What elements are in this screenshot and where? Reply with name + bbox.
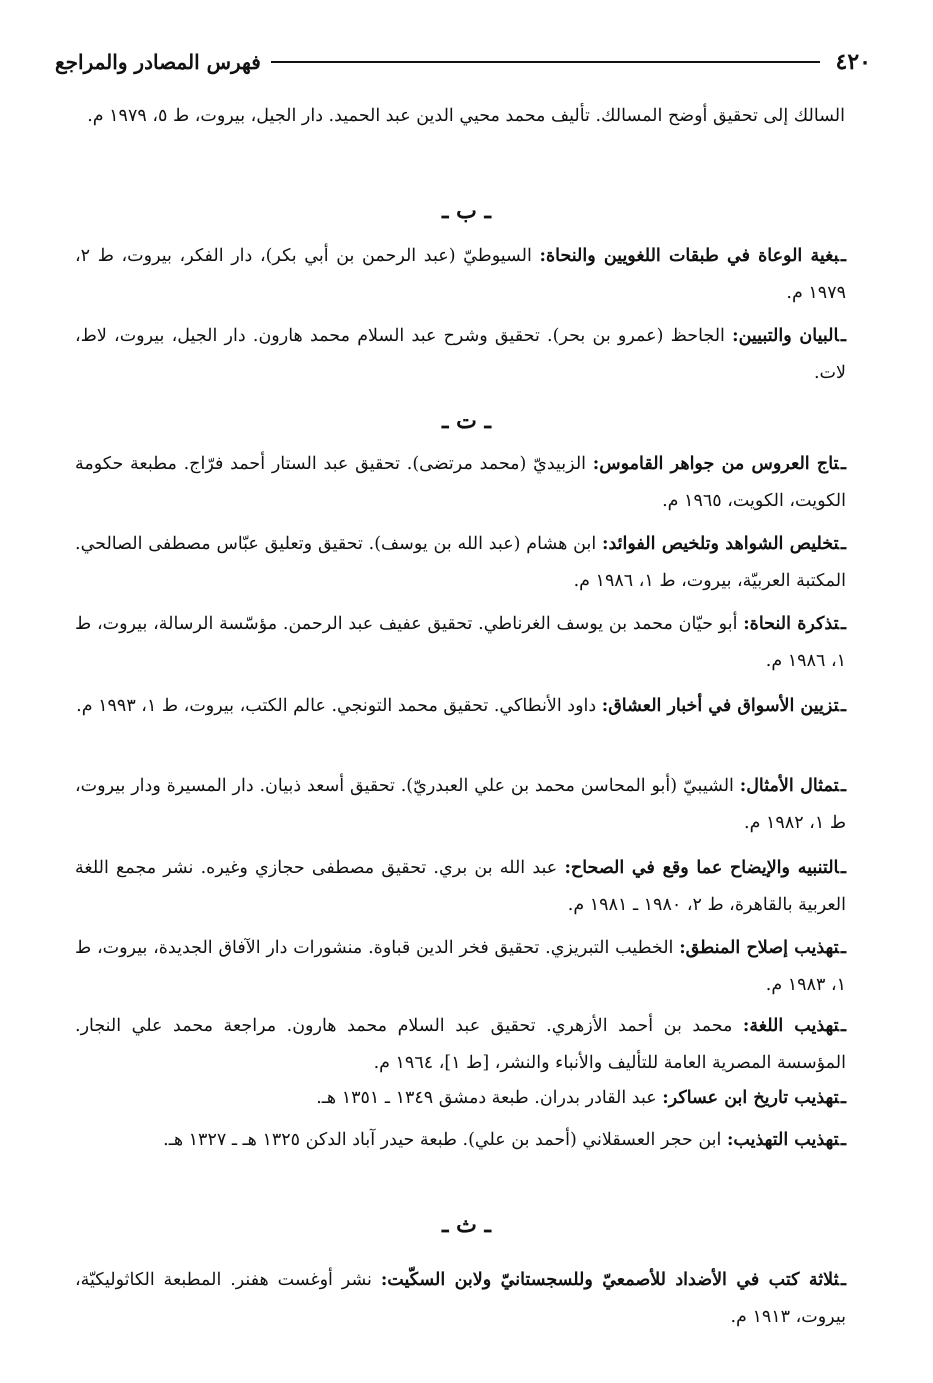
entry-title: تهذيب التهذيب: (726, 1130, 839, 1150)
entry-title: تمثال الأمثال: (739, 776, 839, 796)
bibliography-entry: ـبغية الوعاة في طبقات اللغويين والنحاة: السيوطيّ (عبد الرحمن بن أبي بكر)، دار الفكر، بيروت، ط ٢، ١٩٧٩ م. (75, 246, 846, 303)
entry-title: تهذيب إصلاح المنطق: (679, 938, 839, 958)
entry-text: عبد الله بن بري. تحقيق مصطفى حجازي وغيره. نشر مجمع اللغة العربية بالقاهرة، ط ٢، ١٩٨٠ ـ ١٩٨١ م. (75, 858, 846, 915)
running-title: فهرس المصادر والمراجع (55, 50, 261, 74)
bibliography-entry: ـتذكرة النحاة: أبو حيّان محمد بن يوسف الغرناطي. تحقيق عفيف عبد الرحمن. مؤسّسة الرسالة، بيروت، ط ١، ١٩٨٦ م. (75, 614, 846, 671)
section-heading-tha: ـ ث ـ (442, 1212, 491, 1238)
entry-text: السيوطيّ (عبد الرحمن بن أبي بكر)، دار الفكر، بيروت، ط ٢، ١٩٧٩ م. (75, 246, 846, 303)
bibliography-entry: ـتاج العروس من جواهر القاموس: الزبيديّ (محمد مرتضى). تحقيق عبد الستار أحمد فرّاج. مطبعة حكومة الكويت، الكويت، ١٩٦٥ م. (75, 454, 846, 511)
bibliography-entry: ـتهذيب اللغة: محمد بن أحمد الأزهري. تحقيق عبد السلام محمد هارون. مراجعة محمد علي النجار. المؤسسة المصرية العامة للتأليف والأنباء والنشر، [ط ١]، ١٩٦٤ م. (75, 1016, 847, 1073)
bibliography-entry: ـالتنبيه والإيضاح عما وقع في الصحاح: عبد الله بن بري. تحقيق مصطفى حجازي وغيره. نشر مجمع اللغة العربية بالقاهرة، ط ٢، ١٩٨٠ ـ ١٩٨١ م. (75, 858, 847, 915)
entry-title: تخليص الشواهد وتلخيص الفوائد: (602, 534, 839, 554)
bibliography-entry: ـتهذيب التهذيب: ابن حجر العسقلاني (أحمد بن علي). طبعة حيدر آباد الدكن ١٣٢٥ هـ ـ ١٣٢٧ هـ. (163, 1130, 846, 1150)
entry-title: التنبيه والإيضاح عما وقع في الصحاح: (564, 858, 839, 878)
entry-text: الخطيب التبريزي. تحقيق فخر الدين قباوة. منشورات دار الآفاق الجديدة، بيروت، ط ١، ١٩٨٣ م. (75, 938, 846, 995)
page-number: ٤٢٠ (835, 49, 871, 75)
bibliography-entry: ـتخليص الشواهد وتلخيص الفوائد: ابن هشام (عبد الله بن يوسف). تحقيق وتعليق عبّاس مصطفى الصالحي. المكتبة العربيّة، بيروت، ط ١، ١٩٨٦ م. (75, 534, 846, 591)
entry-title: البيان والتبيين: (732, 326, 839, 346)
entry-text: أبو حيّان محمد بن يوسف الغرناطي. تحقيق عفيف عبد الرحمن. مؤسّسة الرسالة، بيروت، ط ١، ١٩٨٦ م. (75, 614, 846, 671)
entry-title: تزيين الأسواق في أخبار العشاق: (601, 696, 839, 716)
entry-text: محمد بن أحمد الأزهري. تحقيق عبد السلام محمد هارون. مراجعة محمد علي النجار. المؤسسة المصرية العامة للتأليف والأنباء والنشر، [ط ١]، ١٩٦٤ م. (75, 1016, 846, 1073)
entry-title: تاج العروس من جواهر القاموس: (592, 454, 839, 474)
entry-text: ابن حجر العسقلاني (أحمد بن علي). طبعة حيدر آباد الدكن ١٣٢٥ هـ ـ ١٣٢٧ هـ. (163, 1130, 727, 1150)
entry-text: عبد القادر بدران. طبعة دمشق ١٣٤٩ ـ ١٣٥١ هـ. (316, 1088, 663, 1108)
entry-title: تهذيب اللغة: (742, 1016, 839, 1036)
bibliography-entry: ـتهذيب إصلاح المنطق: الخطيب التبريزي. تحقيق فخر الدين قباوة. منشورات دار الآفاق الجديدة، بيروت، ط ١، ١٩٨٣ م. (75, 938, 846, 995)
entry-text: داود الأنطاكي. تحقيق محمد التونجي. عالم الكتب، بيروت، ط ١، ١٩٩٣ م. (76, 696, 602, 716)
bibliography-entry: ـتهذيب تاريخ ابن عساكر: عبد القادر بدران. طبعة دمشق ١٣٤٩ ـ ١٣٥١ هـ. (316, 1088, 846, 1108)
continuation-entry (75, 98, 845, 135)
bibliography-entry: ـالبيان والتبيين: الجاحظ (عمرو بن بحر). تحقيق وشرح عبد السلام محمد هارون. دار الجيل، بيروت، لاط، لات. (75, 326, 846, 383)
header-rule (271, 61, 820, 63)
entry-text: الزبيديّ (محمد مرتضى). تحقيق عبد الستار أحمد فرّاج. مطبعة حكومة الكويت، الكويت، ١٩٦٥ م. (75, 454, 846, 511)
entry-text: الشيبيّ (أبو المحاسن محمد بن علي العبدريّ). تحقيق أسعد ذبيان. دار المسيرة ودار بيروت، ط ١، ١٩٨٢ م. (75, 776, 846, 833)
entry-text: الجاحظ (عمرو بن بحر). تحقيق وشرح عبد السلام محمد هارون. دار الجيل، بيروت، لاط، لات. (75, 326, 846, 383)
page-header (55, 42, 871, 82)
section-heading-ba: ـ ب ـ (442, 198, 491, 224)
continuation-text: السالك إلى تحقيق أوضح المسالك. تأليف محمد محيي الدين عبد الحميد. دار الجيل، بيروت، ط ٥، ١٩٧٩ م. (87, 106, 845, 126)
section-heading-ta: ـ ت ـ (442, 408, 491, 434)
entry-title: تذكرة النحاة: (743, 614, 839, 634)
bibliography-entry: ـتزيين الأسواق في أخبار العشاق: داود الأنطاكي. تحقيق محمد التونجي. عالم الكتب، بيروت، ط ١، ١٩٩٣ م. (76, 696, 846, 716)
entry-text: نشر أوغست هفنر. المطبعة الكاثوليكيّة، بيروت، ١٩١٣ م. (75, 1270, 846, 1327)
bibliography-entry: ـثلاثة كتب في الأضداد للأصمعيّ وللسجستانيّ ولابن السكّيت: نشر أوغست هفنر. المطبعة الكاثوليكيّة، بيروت، ١٩١٣ م. (75, 1270, 846, 1327)
entry-title: بغية الوعاة في طبقات اللغويين والنحاة: (539, 246, 839, 266)
entry-text: ابن هشام (عبد الله بن يوسف). تحقيق وتعليق عبّاس مصطفى الصالحي. المكتبة العربيّة، بيروت، ط ١، ١٩٨٦ م. (75, 534, 846, 591)
bibliography-entry: ـتمثال الأمثال: الشيبيّ (أبو المحاسن محمد بن علي العبدريّ). تحقيق أسعد ذبيان. دار المسيرة ودار بيروت، ط ١، ١٩٨٢ م. (75, 776, 846, 833)
entry-title: تهذيب تاريخ ابن عساكر: (662, 1088, 839, 1108)
entry-title: ثلاثة كتب في الأضداد للأصمعيّ وللسجستانيّ ولابن السكّيت: (380, 1270, 839, 1290)
